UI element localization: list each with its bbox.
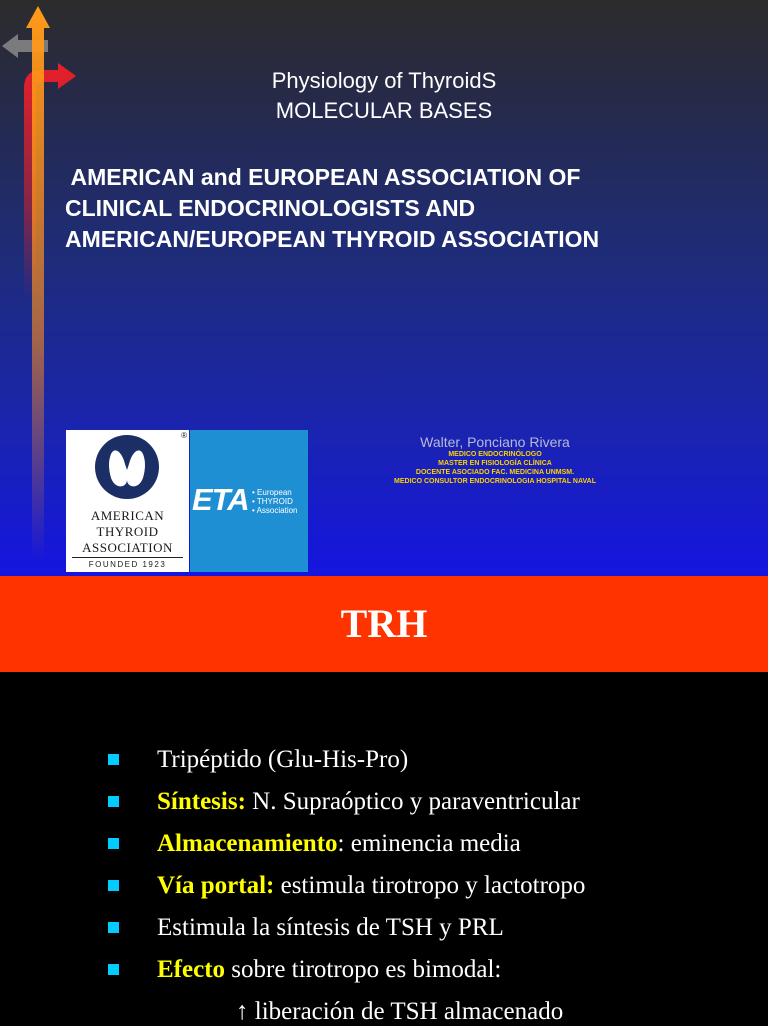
ata-divider [72,557,183,558]
credit-line: MEDICO CONSULTOR ENDOCRINOLOGIA HOSPITAL NAVAL [394,478,596,485]
eta-word: • THYROID [252,497,293,506]
bullet-square-icon [108,838,119,849]
author-block [350,434,640,486]
ata-name-line: THYROID [96,524,159,539]
association-heading: AMERICAN and EUROPEAN ASSOCIATION OF CLINICAL ENDOCRINOLOGISTS AND AMERICAN/EUROPEAN THYROID ASSOCIATION [65,164,600,252]
bullet-lead: Vía portal: [157,872,275,899]
eta-word: • Association [252,506,298,515]
bullet-lead: Almacenamiento [157,830,338,857]
bullet-square-icon [108,754,119,765]
credit-line: MASTER EN FISIOLOGÍA CLÍNICA [438,460,552,467]
slide-title: Physiology of ThyroidS [271,68,497,93]
bullet-square-icon [108,880,119,891]
slide-subtitle: MOLECULAR BASES [275,98,493,123]
banner-title: TRH [340,601,428,646]
ata-name-line: AMERICAN [90,508,165,523]
title-banner [0,576,768,672]
bullet-square-icon [108,964,119,975]
thyroid-icon [94,434,160,500]
author-name: Walter, Ponciano Rivera [420,434,570,450]
trh-slide: TRH Tripéptido (Glu-His-Pro) Síntesis: N. Supraóptico y paraventricular Almacenamiento: eminencia media Vía portal: estimula tirotropo y lactotropo Estimula la síntesis de TSH y PRL Efecto sobre tirotropo es bimodal: ↑ liberación de TSH almacenado [0,576,768,1024]
eta-word: • European [252,488,292,497]
credit-line: DOCENTE ASOCIADO FAC. MEDICINA UNMSM. [415,469,575,476]
ata-logo [66,430,189,572]
eta-logo [190,430,308,572]
bullet-lead: Síntesis: [157,788,246,815]
bullet-square-icon [108,922,119,933]
bullet-square-icon [108,796,119,807]
author-credits [350,450,640,486]
eta-words [252,488,298,515]
registered-mark: ® [181,431,187,440]
ata-name-line: ASSOCIATION [82,540,173,555]
ata-name [66,508,189,556]
credit-line: MEDICO ENDOCRINÓLOGO [448,451,542,458]
sub-item: ↑ liberación de TSH almacenado [236,998,564,1025]
ata-founded: FOUNDED 1923 [88,560,167,569]
bullet-lead: Efecto [157,956,226,983]
eta-mark: ETA [192,482,249,517]
